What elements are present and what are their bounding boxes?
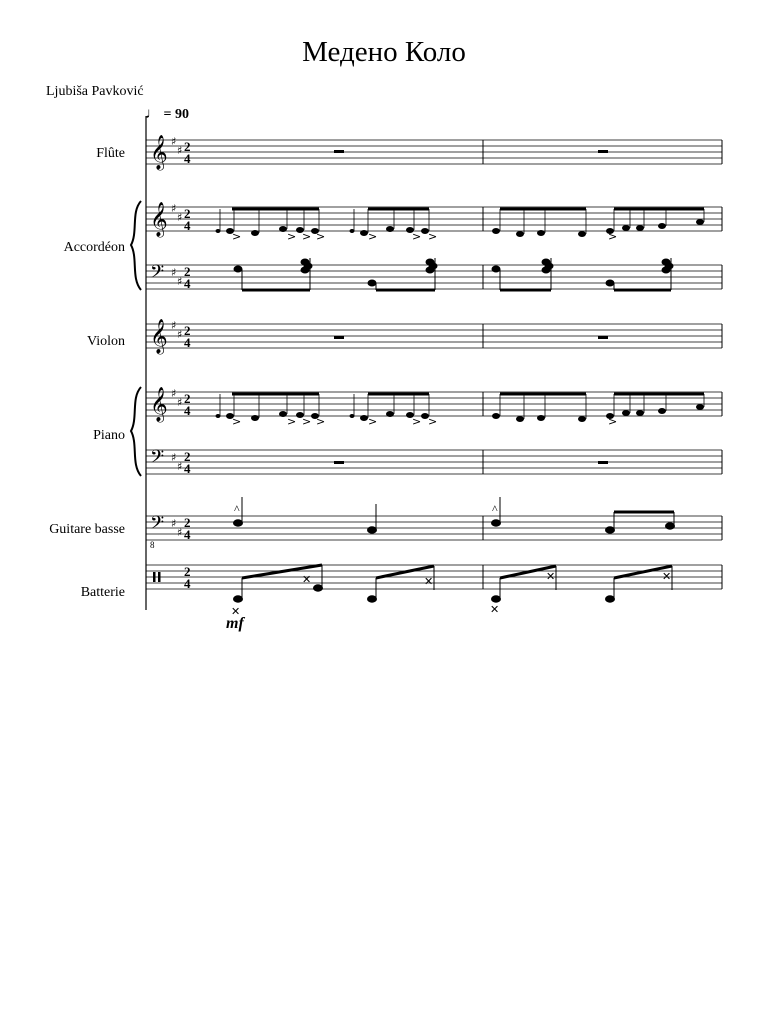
bass-clef-icon: 𝄢 bbox=[150, 447, 165, 472]
tempo-value: = 90 bbox=[163, 107, 189, 122]
accent-icon: > bbox=[412, 415, 422, 428]
accordion-rh-notes bbox=[216, 209, 705, 243]
note-head bbox=[696, 404, 704, 410]
time-signature-top: 2 bbox=[184, 323, 191, 338]
time-signature-top: 2 bbox=[184, 515, 191, 530]
svg-text:✕: ✕ bbox=[424, 576, 434, 588]
accordion-lh-notes bbox=[234, 258, 673, 290]
piano-brace bbox=[131, 387, 141, 476]
svg-text:✕: ✕ bbox=[662, 571, 672, 583]
accent-icon: > bbox=[287, 415, 297, 428]
note-head bbox=[537, 230, 545, 236]
sharp-icon: ♯ bbox=[171, 319, 177, 332]
piano-lh-whole-rest-1 bbox=[334, 461, 344, 464]
time-signature-top: 2 bbox=[184, 206, 191, 221]
sharp-icon: ♯ bbox=[171, 517, 177, 530]
time-signature-bottom: 4 bbox=[184, 576, 191, 591]
instrument-label-drums: Batterie bbox=[80, 585, 125, 600]
instrument-label-piano: Piano bbox=[93, 428, 125, 443]
piano-lh-whole-rest-2 bbox=[598, 461, 608, 464]
sharp-icon: ♯ bbox=[177, 396, 183, 409]
note-head bbox=[636, 410, 644, 416]
accent-icon: > bbox=[428, 415, 438, 428]
time-signature-top: 2 bbox=[184, 139, 191, 154]
instrument-label-bass-guitar: Guitare basse bbox=[49, 522, 125, 537]
bass-clef-icon: 𝄢 bbox=[150, 513, 165, 538]
note-head bbox=[516, 231, 524, 237]
accent-icon: > bbox=[302, 230, 312, 243]
note-head bbox=[251, 230, 259, 236]
quarter-note-icon: ♩ bbox=[145, 106, 160, 122]
svg-text:✕: ✕ bbox=[302, 574, 312, 586]
svg-text:✕: ✕ bbox=[231, 606, 241, 618]
note-head bbox=[386, 226, 394, 232]
sharp-icon: ♯ bbox=[171, 135, 177, 148]
note-head bbox=[622, 410, 630, 416]
note-head bbox=[279, 411, 287, 417]
accent-icon: > bbox=[232, 230, 242, 243]
time-signature-bottom: 4 bbox=[184, 461, 191, 476]
note-head bbox=[360, 415, 368, 421]
accent-icon: > bbox=[368, 415, 378, 428]
note-head bbox=[386, 411, 394, 417]
time-signature-top: 2 bbox=[184, 449, 191, 464]
sharp-icon: ♯ bbox=[171, 387, 177, 400]
note-head bbox=[492, 228, 500, 234]
note-head bbox=[537, 415, 545, 421]
accent-icon: > bbox=[608, 230, 618, 243]
svg-text:^: ^ bbox=[234, 502, 240, 516]
staves bbox=[146, 135, 722, 591]
bass-guitar-staff bbox=[146, 513, 722, 550]
sharp-icon: ♯ bbox=[171, 451, 177, 464]
flute-whole-rest-2 bbox=[598, 150, 608, 153]
time-signature-bottom: 4 bbox=[184, 218, 191, 233]
treble-clef-icon: 𝄞 bbox=[150, 387, 168, 422]
time-signature-bottom: 4 bbox=[184, 151, 191, 166]
accent-icon: > bbox=[232, 415, 242, 428]
score-title: Медено Коло bbox=[302, 36, 466, 68]
accent-icon: > bbox=[368, 230, 378, 243]
accent-icon: > bbox=[608, 415, 618, 428]
note-head bbox=[578, 231, 586, 237]
sharp-icon: ♯ bbox=[177, 526, 183, 539]
note-head bbox=[622, 225, 630, 231]
note-head bbox=[279, 226, 287, 232]
bass-clef-icon: 𝄢 bbox=[150, 262, 165, 287]
time-signature-bottom: 4 bbox=[184, 403, 191, 418]
svg-text:✕: ✕ bbox=[490, 604, 500, 616]
accent-icon: > bbox=[302, 415, 312, 428]
accent-icon: > bbox=[287, 230, 297, 243]
note-head bbox=[696, 219, 704, 225]
treble-clef-icon: 𝄞 bbox=[150, 202, 168, 237]
accent-icon: > bbox=[428, 230, 438, 243]
svg-text:^: ^ bbox=[492, 502, 498, 516]
instrument-label-violin: Violon bbox=[86, 334, 125, 349]
note-head bbox=[360, 230, 368, 236]
flute-whole-rest-1 bbox=[334, 150, 344, 153]
sharp-icon: ♯ bbox=[177, 328, 183, 341]
sharp-icon: ♯ bbox=[171, 202, 177, 215]
note-head bbox=[658, 408, 666, 414]
note-head bbox=[578, 416, 586, 422]
violin-whole-rest-2 bbox=[598, 336, 608, 339]
accent-icon: > bbox=[316, 230, 326, 243]
dynamic-mf: mf bbox=[226, 615, 244, 632]
note-head bbox=[658, 223, 666, 229]
treble-clef-icon: 𝄞 bbox=[150, 135, 168, 170]
sharp-icon: ♯ bbox=[171, 266, 177, 279]
time-signature-top: 2 bbox=[184, 391, 191, 406]
treble-clef-icon: 𝄞 bbox=[150, 319, 168, 354]
instrument-label-flute: Flûte bbox=[96, 146, 125, 161]
accent-icon: > bbox=[412, 230, 422, 243]
sharp-icon: ♯ bbox=[177, 275, 183, 288]
flute-staff bbox=[146, 135, 722, 171]
violin-staff bbox=[146, 319, 722, 355]
accordion-brace bbox=[131, 201, 141, 290]
accent-icon: > bbox=[316, 415, 326, 428]
note-head bbox=[251, 415, 259, 421]
sharp-icon: ♯ bbox=[177, 460, 183, 473]
drum-notes bbox=[226, 565, 672, 632]
octave-marker: 8 bbox=[150, 540, 155, 550]
note-head bbox=[636, 225, 644, 231]
time-signature-bottom: 4 bbox=[184, 276, 191, 291]
sharp-icon: ♯ bbox=[177, 211, 183, 224]
piano-lh-staff bbox=[146, 447, 722, 476]
composer-name: Ljubiša Pavković bbox=[46, 84, 144, 99]
time-signature-bottom: 4 bbox=[184, 335, 191, 350]
time-signature-top: 2 bbox=[184, 564, 191, 579]
svg-text:✕: ✕ bbox=[546, 571, 556, 583]
time-signature-bottom: 4 bbox=[184, 527, 191, 542]
piano-rh-notes bbox=[216, 394, 705, 428]
sharp-icon: ♯ bbox=[177, 144, 183, 157]
time-signature-top: 2 bbox=[184, 264, 191, 279]
violin-whole-rest-1 bbox=[334, 336, 344, 339]
note-head bbox=[516, 416, 524, 422]
note-head bbox=[492, 413, 500, 419]
instrument-label-accordion: Accordéon bbox=[63, 240, 125, 255]
